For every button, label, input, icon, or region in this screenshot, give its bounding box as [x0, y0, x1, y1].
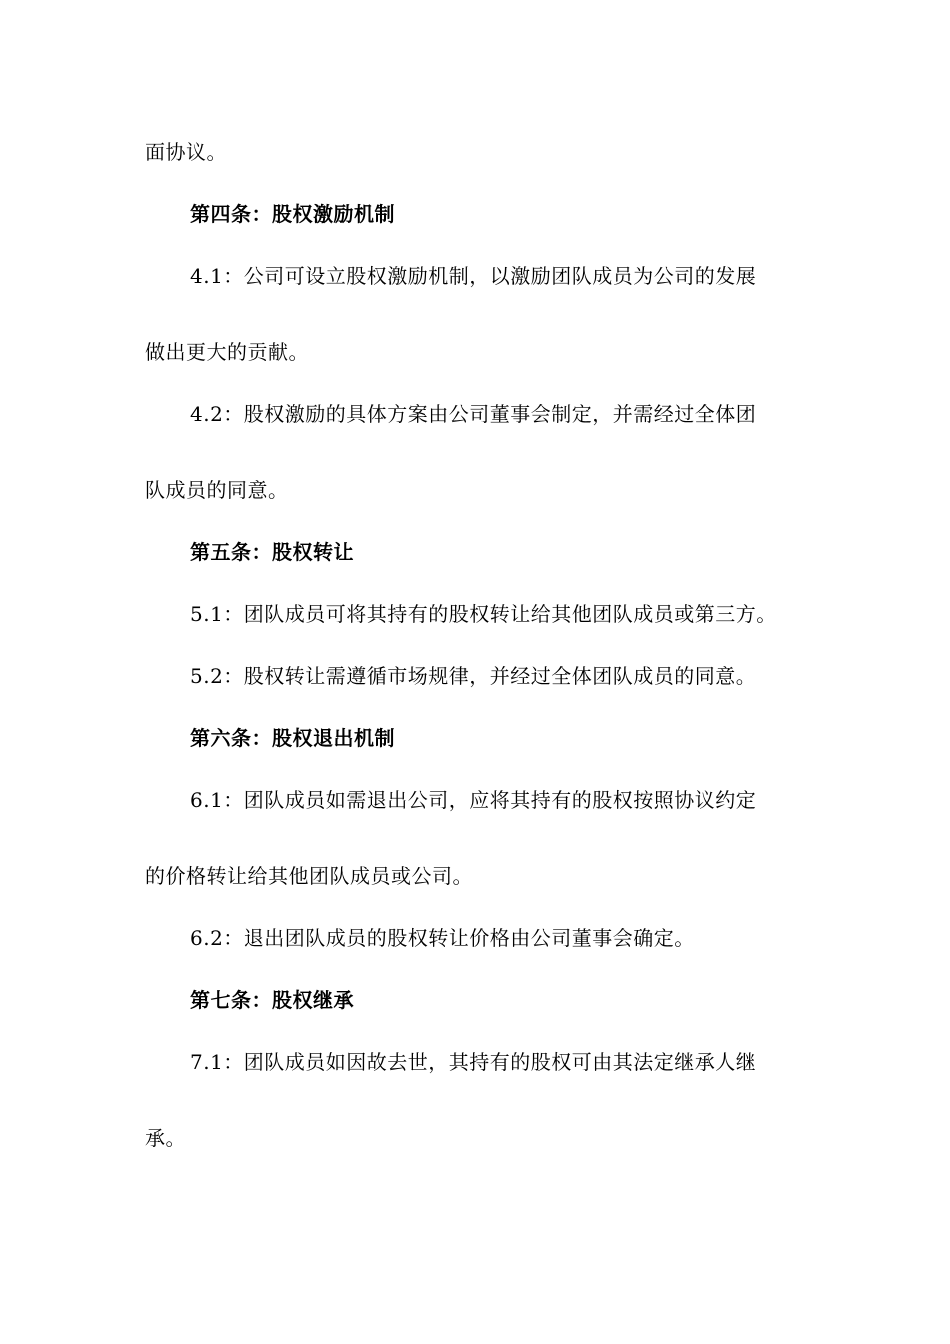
clause-5-2: 5.2：股权转让需遵循市场规律，并经过全体团队成员的同意。 — [190, 664, 757, 688]
clause-4-2: 4.2：股权激励的具体方案由公司董事会制定，并需经过全体团 — [190, 402, 757, 426]
paragraph-continuation: 面协议。 — [145, 140, 227, 164]
article-heading-5: 第五条：股权转让 — [190, 540, 354, 564]
article-heading-7: 第七条：股权继承 — [190, 988, 354, 1012]
article-heading-6: 第六条：股权退出机制 — [190, 726, 395, 750]
clause-4-2-continuation: 队成员的同意。 — [145, 478, 289, 502]
clause-6-2: 6.2：退出团队成员的股权转让价格由公司董事会确定。 — [190, 926, 695, 950]
clause-7-1-continuation: 承。 — [145, 1126, 186, 1150]
clause-4-1: 4.1：公司可设立股权激励机制，以激励团队成员为公司的发展 — [190, 264, 757, 288]
article-heading-4: 第四条：股权激励机制 — [190, 202, 395, 226]
clause-6-1-continuation: 的价格转让给其他团队成员或公司。 — [145, 864, 473, 888]
clause-7-1: 7.1：团队成员如因故去世，其持有的股权可由其法定继承人继 — [190, 1050, 757, 1074]
clause-5-1: 5.1：团队成员可将其持有的股权转让给其他团队成员或第三方。 — [190, 602, 777, 626]
clause-4-1-continuation: 做出更大的贡献。 — [145, 340, 309, 364]
clause-6-1: 6.1：团队成员如需退出公司，应将其持有的股权按照协议约定 — [190, 788, 757, 812]
